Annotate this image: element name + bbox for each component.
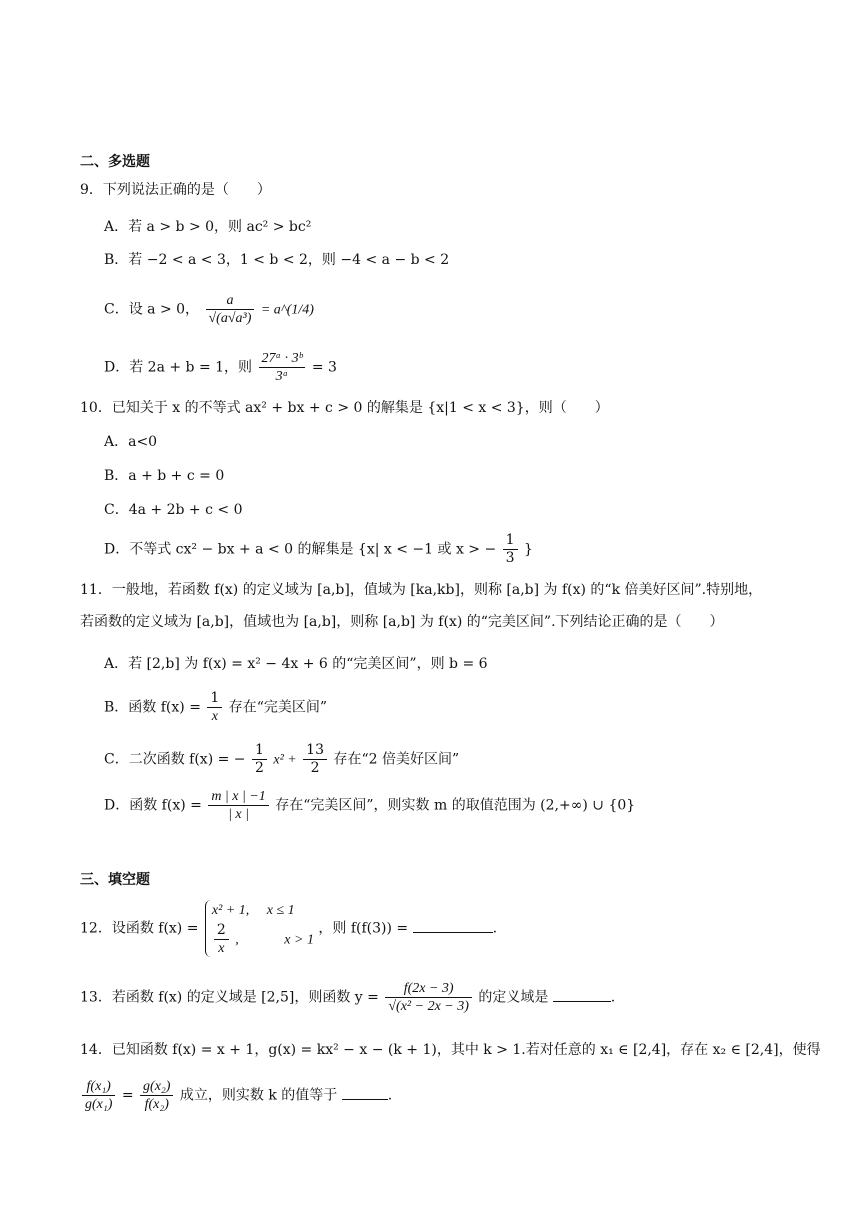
q11-d-den: | x | [228, 807, 249, 822]
q13-num: f(2x − 3) [385, 980, 472, 998]
q11-option-d [104, 788, 635, 823]
q12-case-2-fraction [214, 922, 229, 957]
q11-c-den-2: 2 [310, 760, 320, 776]
q12-case-2-num: 2 [214, 922, 229, 940]
q11-c-den-1: 2 [254, 760, 264, 776]
q14-right-den: f(x₂) [144, 1097, 169, 1112]
q13-fraction [385, 980, 472, 1015]
q11-c-pre: C．二次函数 f(x) = − [104, 751, 246, 768]
q9-d-den: 3ᵃ [275, 369, 289, 384]
q12-pre: 12．设函数 f(x) = [80, 920, 199, 937]
q11-b-fraction [207, 690, 222, 725]
q11-option-b [104, 690, 327, 725]
q11-b-den: x [211, 709, 218, 724]
q10-option-d [104, 532, 533, 567]
q11-d-num: m | x | −1 [208, 788, 268, 806]
q14-left-den: g(x₁) [85, 1097, 113, 1112]
q14-eq: = [121, 1087, 134, 1104]
q11-stem-line2: 若函数的定义域为 [a,b]，值域也为 [a,b]，则称 [a,b] 为 f(x) 的“完美区间”.下列结论正确的是（ ） [80, 614, 724, 630]
q10-option-c: C．4a + 2b + c < 0 [104, 502, 243, 518]
q12-case-2-cond: , x > 1 [235, 932, 314, 948]
q9-c-fraction [206, 292, 255, 327]
q12-end: . [492, 920, 498, 937]
q13 [80, 980, 615, 1015]
q11-b-pre: B．函数 f(x) = [104, 699, 201, 716]
q13-end: . [610, 989, 616, 1006]
q10-d-den: 3 [505, 550, 515, 566]
q9-c-rhs: = a^(1/4) [260, 302, 314, 318]
q10-d-num: 1 [503, 532, 518, 550]
q9-d-fraction [259, 350, 306, 385]
q9-option-c [104, 292, 314, 327]
q12 [80, 900, 497, 957]
q11-d-post: 存在“完美区间”，则实数 m 的取值范围为 (2,+∞) ∪ {0} [275, 797, 636, 814]
q12-case-2-den: x [218, 941, 225, 956]
q13-post: 的定义域是 [478, 989, 549, 1006]
q10-option-b: B．a + b + c = 0 [104, 468, 225, 484]
section-title-multi: 二、多选题 [80, 154, 150, 170]
q14-end: . [387, 1087, 393, 1104]
q12-case-2 [212, 922, 314, 957]
q14-left-num: f(x₁) [82, 1078, 115, 1096]
q11-d-pre: D．函数 f(x) = [104, 797, 202, 814]
q11-c-num-2: 13 [303, 742, 327, 760]
q14-answer-blank[interactable] [342, 1099, 388, 1100]
q13-answer-blank[interactable] [553, 1001, 611, 1002]
q14-post: 成立，则实数 k 的值等于 [179, 1087, 338, 1104]
q11-stem-line1: 11．一般地，若函数 f(x) 的定义域为 [a,b]，值域为 [ka,kb]，则称 [a,b] 为 f(x) 的“k 倍美好区间”.特别地， [80, 582, 763, 598]
q12-post: ，则 f(f(3)) = [318, 920, 409, 937]
q11-c-mid: x² + [273, 752, 297, 768]
q14-line2 [80, 1078, 392, 1113]
q9-c-label: C．设 a > 0， [104, 301, 200, 318]
q9-d-rhs: = 3 [311, 359, 337, 376]
q9-c-den: √(a√a³) [208, 311, 252, 326]
q9-option-b: B．若 −2 < a < 3，1 < b < 2，则 −4 < a − b < 2 [104, 252, 450, 268]
q12-piecewise [205, 900, 314, 957]
section-title-fill: 三、填空题 [80, 872, 150, 888]
q11-c-fraction-2 [303, 742, 327, 777]
q9-option-a: A．若 a > b > 0，则 ac² > bc² [104, 219, 312, 235]
q13-pre: 13．若函数 f(x) 的定义域是 [2,5]，则函数 y = [80, 989, 379, 1006]
q11-b-num: 1 [207, 690, 222, 708]
q10-stem: 10．已知关于 x 的不等式 ax² + bx + c > 0 的解集是 {x|1 < x < 3}，则（ ） [80, 400, 609, 416]
q12-case-1: x² + 1, x ≤ 1 [211, 903, 295, 918]
q10-d-post: } [524, 541, 533, 558]
q11-c-num-1: 1 [252, 742, 267, 760]
q14-right-fraction [140, 1078, 173, 1113]
q11-c-post: 存在“2 倍美好区间” [333, 751, 460, 768]
q11-option-a: A．若 [2,b] 为 f(x) = x² − 4x + 6 的“完美区间”，则 b = 6 [104, 656, 488, 672]
q12-answer-blank[interactable] [413, 932, 493, 933]
q13-den: √(x² − 2x − 3) [388, 999, 469, 1014]
q9-c-num: a [206, 292, 255, 310]
q11-option-c [104, 742, 459, 777]
q11-b-post: 存在“完美区间” [228, 699, 328, 716]
q10-d-fraction [503, 532, 518, 567]
q10-option-a: A．a<0 [104, 434, 158, 450]
q11-c-fraction-1 [252, 742, 267, 777]
q14-left-fraction [82, 1078, 115, 1113]
q14-line1: 14．已知函数 f(x) = x + 1，g(x) = kx² − x − (k + 1)，其中 k > 1.若对任意的 x₁ ∈ [2,4]，存在 x₂ ∈ [2,4]，使得 [80, 1042, 821, 1058]
q9-option-d [104, 350, 337, 385]
q9-d-label: D．若 2a + b = 1，则 [104, 359, 253, 376]
q14-right-num: g(x₂) [140, 1078, 173, 1096]
q11-d-fraction [208, 788, 268, 823]
q9-d-num: 27ᵃ · 3ᵇ [259, 350, 306, 368]
q10-d-pre: D．不等式 cx² − bx + a < 0 的解集是 {x| x < −1 或 x > − [104, 541, 497, 558]
q9-stem: 9．下列说法正确的是（ ） [80, 182, 271, 198]
